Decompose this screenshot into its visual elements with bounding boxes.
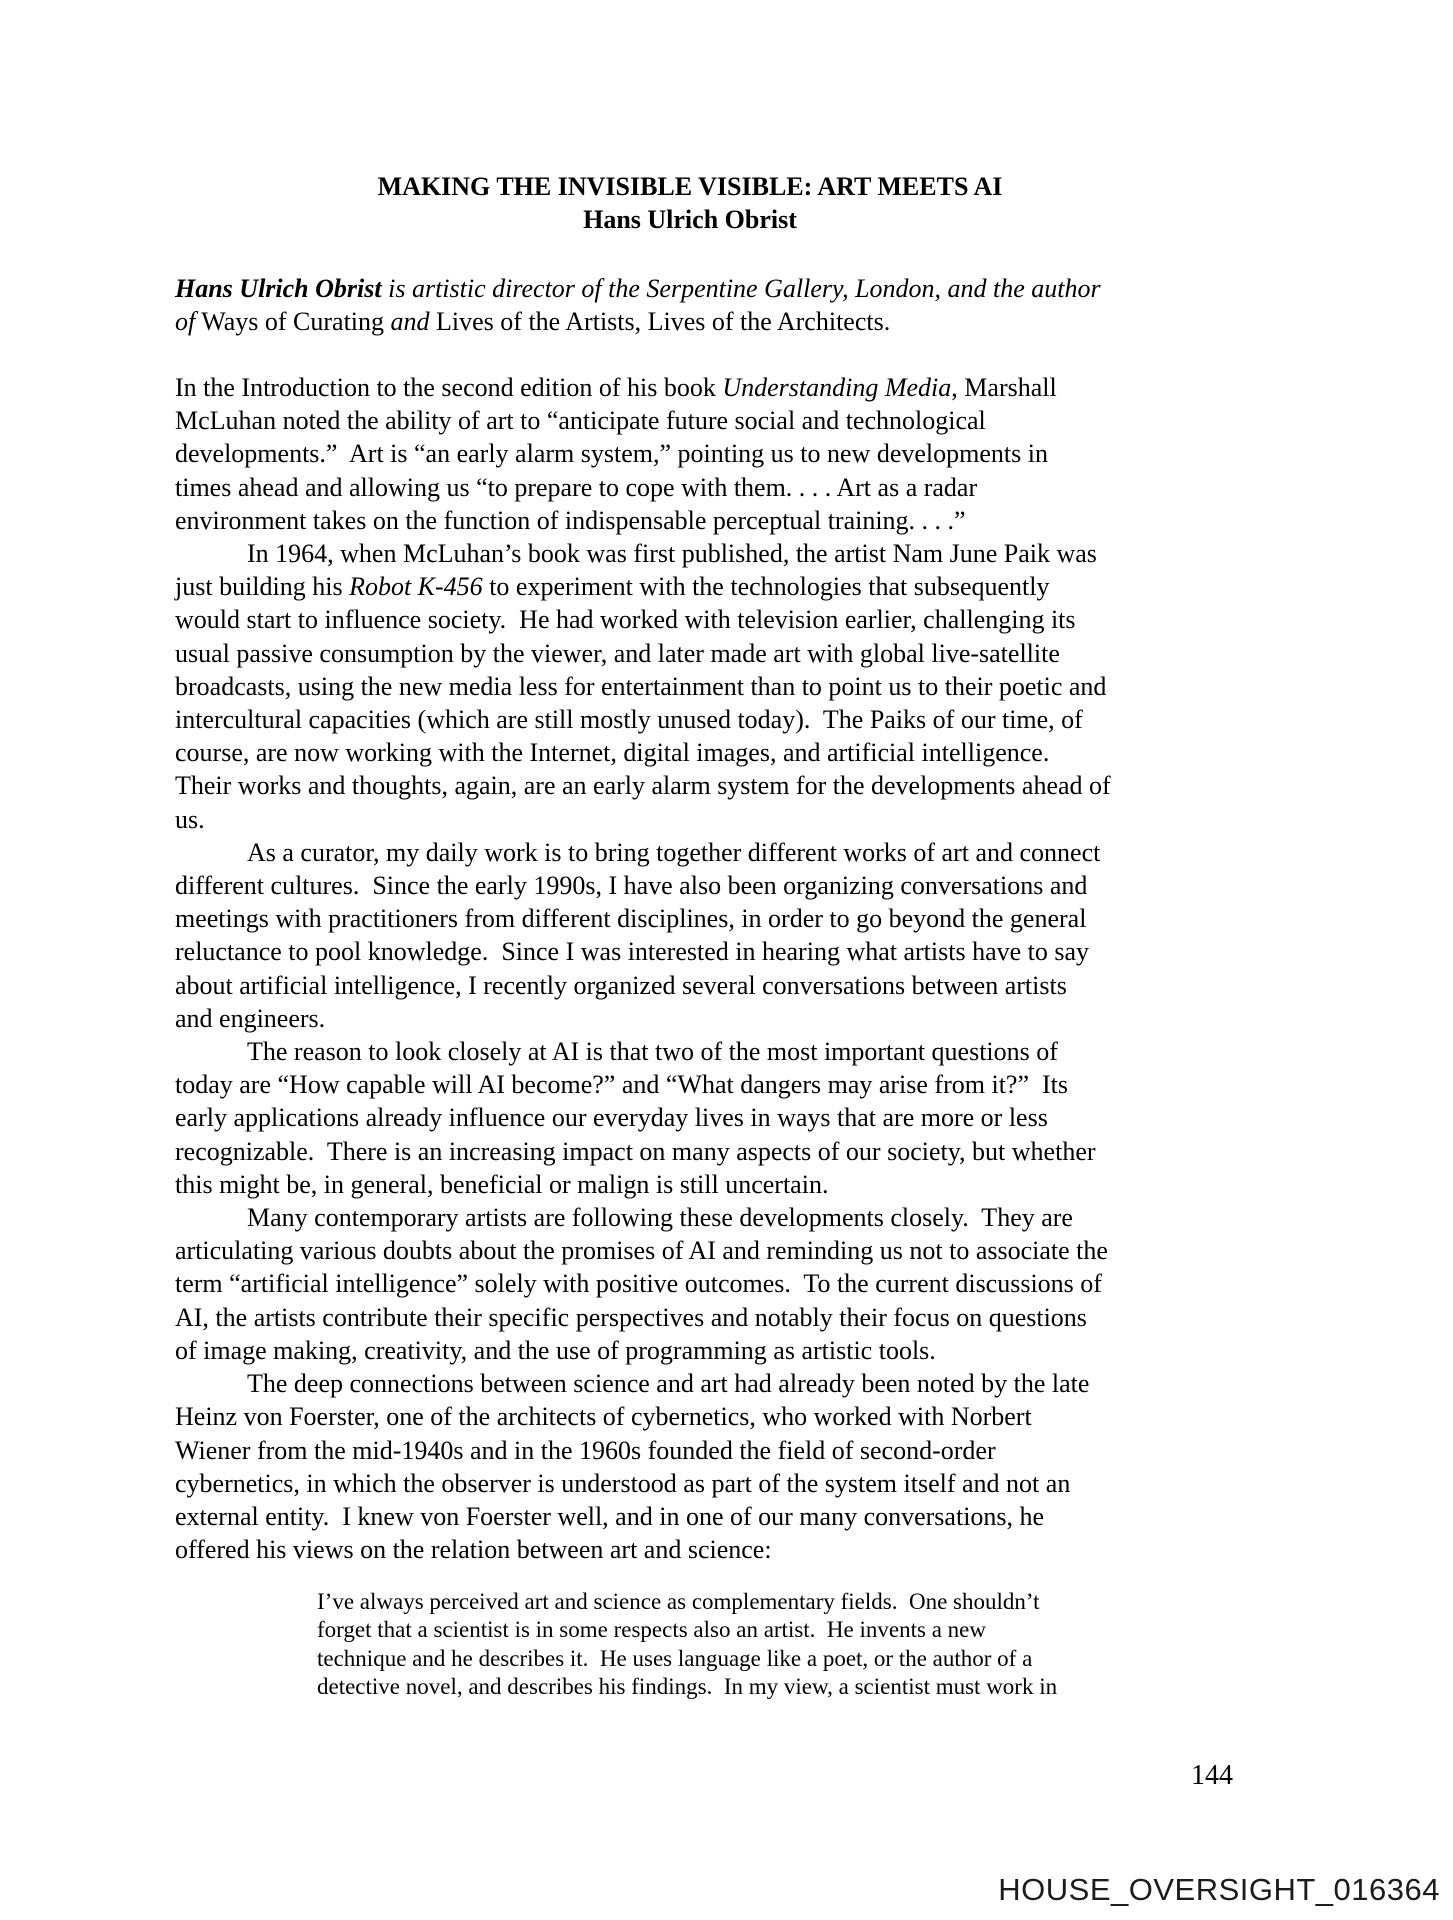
text-run: As a curator, my daily work is to bring together different works of art and connect [247, 837, 1101, 867]
document-author: Hans Ulrich Obrist [583, 205, 797, 235]
text-line [175, 637, 1111, 670]
text-line [175, 969, 1111, 1002]
text-run: Wiener from the mid-1940s and in the 1960s founded the field of second-order [175, 1435, 996, 1465]
document-title: MAKING THE INVISIBLE VISIBLE: ART MEETS AI [377, 172, 1003, 201]
text-line [175, 736, 1111, 769]
text-line [175, 404, 1111, 437]
text-line [175, 935, 1111, 968]
text-line [175, 305, 1101, 338]
text-line [175, 272, 1101, 305]
text-line [175, 1400, 1111, 1433]
text-line [175, 1500, 1111, 1533]
text-line [317, 1588, 1057, 1616]
block-quote [317, 1588, 1057, 1702]
text-line [175, 371, 1111, 404]
title-block [175, 170, 1205, 236]
styled-text-run: Robot K-456 [349, 572, 483, 602]
text-run: intercultural capacities (which are still mostly unused today). The Paiks of our time, of [175, 705, 1083, 735]
text-run: In 1964, when McLuhan’s book was first published, the artist Nam June Paik was [247, 539, 1097, 569]
text-line [175, 1201, 1111, 1234]
text-run: Many contemporary artists are following these developments closely. They are [247, 1203, 1073, 1233]
text-line [175, 1035, 1111, 1068]
text-line [175, 703, 1111, 736]
text-run: just building his [175, 572, 350, 602]
text-line [175, 869, 1111, 902]
text-run: AI, the artists contribute their specific perspectives and notably their focus on questions [175, 1302, 1087, 1332]
text-run: Their works and thoughts, again, are an early alarm system for the developments ahead of [175, 771, 1111, 801]
text-run: reluctance to pool knowledge. Since I was interested in hearing what artists have to say [175, 937, 1090, 967]
styled-text-run: and [390, 307, 430, 337]
text-run: different cultures. Since the early 1990s, I have also been organizing conversations and [175, 871, 1088, 901]
text-run: I’ve always perceived art and science as complementary fields. One shouldn’t [317, 1589, 1040, 1614]
bates-stamp: HOUSE_OVERSIGHT_016364 [998, 1872, 1440, 1907]
text-run: usual passive consumption by the viewer, and later made art with global live-satellite [175, 638, 1060, 668]
text-line [175, 537, 1111, 570]
text-run: external entity. I knew von Foerster well, and in one of our many conversations, he [175, 1501, 1045, 1531]
text-line [175, 1367, 1111, 1400]
text-line [175, 803, 1111, 836]
text-run: technique and he describes it. He uses language like a poet, or the author of a [317, 1645, 1033, 1671]
text-line [317, 1616, 1057, 1644]
text-run: forget that a scientist is in some respects also an artist. He invents a new [317, 1617, 986, 1643]
text-line [175, 437, 1111, 470]
text-run: Lives of the Artists, Lives of the Architects. [429, 307, 891, 337]
text-run: McLuhan noted the ability of art to “anticipate future social and technological [175, 406, 986, 436]
text-line [175, 1234, 1111, 1267]
text-line [175, 902, 1111, 935]
text-run: times ahead and allowing us “to prepare to cope with them. . . . Art as a radar [175, 472, 978, 502]
page-number: 144 [1191, 1760, 1233, 1791]
text-run: developments.” Art is “an early alarm system,” pointing us to new developments in [175, 439, 1048, 469]
text-line [175, 1068, 1111, 1101]
text-line [175, 1168, 1111, 1201]
text-line [175, 603, 1111, 636]
text-line [175, 1301, 1111, 1334]
text-run: The reason to look closely at AI is that two of the most important questions of [247, 1037, 1058, 1067]
text-line [317, 1645, 1057, 1673]
text-line [175, 1334, 1111, 1367]
text-run: broadcasts, using the new media less for entertainment than to point us to their poetic and [175, 671, 1107, 701]
text-line [175, 670, 1111, 703]
text-line [175, 570, 1111, 603]
text-line [175, 471, 1111, 504]
text-run: today are “How capable will AI become?” and “What dangers may arise from it?” Its [175, 1070, 1069, 1100]
text-run: recognizable. There is an increasing impact on many aspects of our society, but whether [175, 1136, 1096, 1166]
text-run: term “artificial intelligence” solely with positive outcomes. To the current discussions of [175, 1269, 1102, 1299]
text-line [175, 1533, 1111, 1566]
text-run: detective novel, and describes his findings. In my view, a scientist must work in [317, 1674, 1058, 1700]
text-run: Heinz von Foerster, one of the architects of cybernetics, who worked with Norbert [175, 1402, 1032, 1432]
text-run: In the Introduction to the second edition of his book [175, 373, 723, 402]
text-run: environment takes on the function of indispensable perceptual training. . . .” [175, 505, 966, 535]
text-run: to experiment with the technologies that subsequently [482, 572, 1050, 602]
text-run: Ways of Curating [195, 307, 391, 337]
styled-text-run: Hans Ulrich Obrist [175, 274, 382, 303]
text-line [175, 836, 1111, 869]
text-run: , Marshall [951, 373, 1057, 402]
text-line [175, 1434, 1111, 1467]
text-run: offered his views on the relation between art and science: [175, 1535, 772, 1565]
text-run: about artificial intelligence, I recently organized several conversations between artists [175, 970, 1067, 1000]
text-run: of image making, creativity, and the use of programming as artistic tools. [175, 1335, 936, 1365]
styled-text-run: Understanding Media [722, 373, 952, 402]
styled-text-run: is artistic director of the Serpentine Gallery, London, and the author [381, 274, 1101, 303]
text-run: articulating various doubts about the promises of AI and reminding us not to associate the [175, 1236, 1108, 1266]
text-line [175, 1101, 1111, 1134]
text-run: this might be, in general, beneficial or malign is still uncertain. [175, 1169, 829, 1199]
text-run: cybernetics, in which the observer is understood as part of the system itself and not an [175, 1468, 1071, 1498]
styled-text-run: of [175, 307, 196, 337]
text-line [175, 504, 1111, 537]
text-run: early applications already influence our everyday lives in ways that are more or less [175, 1103, 1048, 1133]
text-line [175, 769, 1111, 802]
text-run: and engineers. [175, 1003, 326, 1033]
text-run: The deep connections between science and art had already been noted by the late [247, 1369, 1090, 1399]
text-run: would start to influence society. He had worked with television earlier, challenging its [175, 605, 1076, 635]
text-line [175, 1002, 1111, 1035]
text-run: meetings with practitioners from different disciplines, in order to go beyond the general [175, 904, 1087, 934]
document-body [175, 371, 1111, 1566]
text-run: course, are now working with the Internet, digital images, and artificial intelligence. [175, 738, 1050, 768]
text-line [175, 1267, 1111, 1300]
text-line [175, 1467, 1111, 1500]
author-bio [175, 272, 1101, 338]
text-run: us. [175, 804, 205, 834]
text-line [175, 1135, 1111, 1168]
text-line [317, 1673, 1057, 1701]
